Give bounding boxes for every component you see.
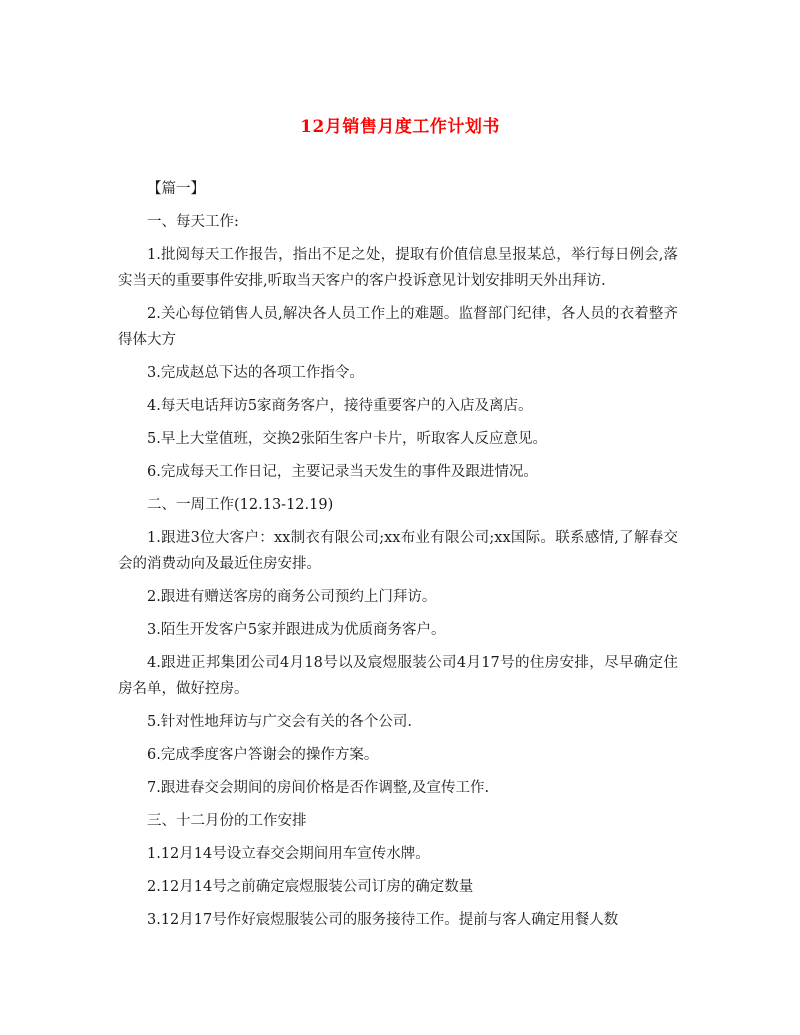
paragraph: 5.针对性地拜访与广交会有关的各个公司. [147, 714, 412, 730]
paragraph: 4.每天电话拜访5家商务客户，接待重要客户的入店及离店。 [147, 398, 533, 414]
document-body [118, 176, 678, 940]
paragraph: 7.跟进春交会期间的房间价格是否作调整,及宣传工作. [147, 780, 490, 796]
section-heading: 【篇一】 [147, 181, 205, 197]
document-title: 12月销售月度工作计划书 [300, 117, 500, 137]
paragraph: 5.早上大堂值班，交换2张陌生客户卡片，听取客人反应意见。 [147, 431, 548, 447]
paragraph: 2.12月14号之前确定宸煜服装公司订房的确定数量 [147, 879, 474, 895]
paragraph: 3.12月17号作好宸煜服装公司的服务接待工作。提前与客人确定用餐人数 [147, 912, 619, 928]
paragraph: 3.陌生开发客户5家并跟进成为优质商务客户。 [147, 622, 446, 638]
paragraph: 4.跟进正邦集团公司4月18号以及宸煜服装公司4月17号的住房安排，尽早确定住房名单，做好控房。 [118, 655, 678, 697]
paragraph: 6.完成季度客户答谢会的操作方案。 [147, 747, 379, 763]
paragraph: 1.12月14号设立春交会期间用车宣传水牌。 [147, 846, 430, 862]
paragraph: 3.完成赵总下达的各项工作指令。 [147, 365, 364, 381]
paragraph: 6.完成每天工作日记，主要记录当天发生的事件及跟进情况。 [147, 464, 538, 480]
section-heading: 三、十二月份的工作安排 [147, 813, 307, 829]
section-heading: 二、一周工作(12.13-12.19) [147, 497, 334, 513]
paragraph: 2.关心每位销售人员,解决各人员工作上的难题。监督部门纪律，各人员的衣着整齐得体大方 [118, 306, 678, 348]
paragraph: 2.跟进有赠送客房的商务公司预约上门拜访。 [147, 589, 437, 605]
paragraph: 1.批阅每天工作报告，指出不足之处，提取有价值信息呈报某总，举行每日例会,落实当天的重要事件安排,听取当天客户的客户投诉意见计划安排明天外出拜访. [118, 247, 678, 289]
paragraph: 1.跟进3位大客户：xx制衣有限公司;xx布业有限公司;xx国际。联系感情,了解春交会的消费动向及最近住房安排。 [118, 530, 678, 572]
section-heading: 一、每天工作: [147, 214, 239, 230]
